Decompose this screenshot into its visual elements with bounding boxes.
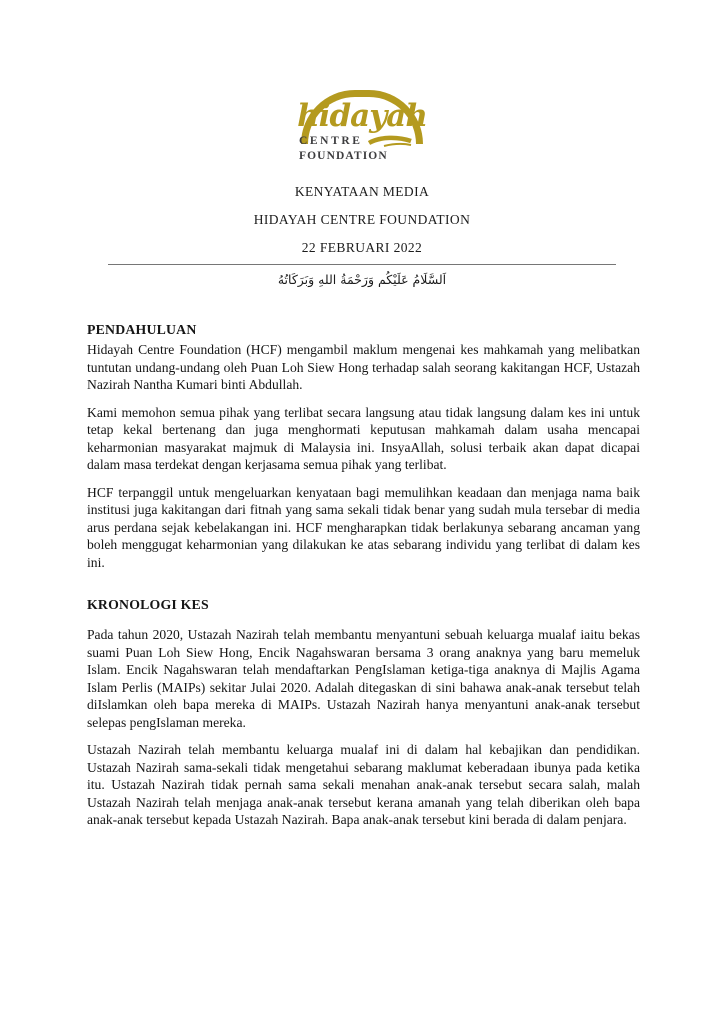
paragraph: Pada tahun 2020, Ustazah Nazirah telah membantu menyantuni sebuah keluarga mualaf iaitu bekas suami Puan Loh Siew Hong, Encik Nagahswaran bersama 3 orang anaknya yang baru memeluk Islam. Encik Nagahswaran telah mendaftarkan PengIslaman ketiga-tiga anaknya di Majlis Agama Islam Perlis (MAIPs) sekitar Julai 2020. Adalah ditegaskan di sini bahawa anak-anak tersebut telah diIslamkan oleh bapa mereka di MAIPs. Ustazah Nazirah hanya menyantuni anak-anak tersebut selepas pengIslaman mereka. — [87, 627, 640, 730]
section-pendahuluan — [87, 321, 640, 571]
logo-subtext — [299, 134, 412, 164]
hidayah-logo — [277, 90, 447, 168]
doc-title-organisation: HIDAYAH CENTRE FOUNDATION — [253, 212, 471, 227]
paragraph: HCF terpanggil untuk mengeluarkan kenyataan bagi memulihkan keadaan dan menjaga nama baik institusi juga kakitangan dari fitnah yang sama sekali tidak benar yang sudah mula tersebar di media arus perdana sejak kebelakangan ini. HCF mengharapkan tidak berlakunya sebarang ancaman yang boleh menggugat keharmonian yang dilakukan ke atas sebarang individu yang terlibat di dalam kes ini. — [87, 484, 640, 570]
section-kronologi-kes — [87, 596, 640, 829]
section-heading-pendahuluan: PENDAHULUAN — [87, 322, 197, 337]
arabic-greeting: اَلسَّلَامُ عَلَيْكُم وَرَحْمَةُ اللهِ وَبَرَكَاتُهُ — [277, 272, 447, 287]
header-divider — [108, 264, 616, 265]
logo-foundation-text: FOUNDATION — [299, 150, 388, 162]
doc-title-kenyataan-media: KENYATAAN MEDIA — [294, 184, 430, 199]
paragraph: Hidayah Centre Foundation (HCF) mengambil maklum mengenai kes mahkamah yang melibatkan tuntutan undang-undang oleh Puan Loh Siew Hong terhadap salah seorang kakitangan HCF, Ustazah Nazirah Nantha Kumari binti Abdullah. — [87, 342, 640, 392]
logo-swoosh-icon — [368, 135, 412, 148]
document-header — [0, 0, 724, 287]
logo-wordmark: hidayah — [297, 98, 427, 134]
section-heading-kronologi: KRONOLOGI KES — [87, 597, 209, 612]
logo-centre-text: CENTRE — [299, 135, 363, 147]
paragraph: Ustazah Nazirah telah membantu keluarga mualaf ini di dalam hal kebajikan dan pendidikan. Ustazah Nazirah sama-sekali tidak mengetahui sebarang maklumat keberadaan ibunya pada ketika itu. Ustazah Nazirah tidak pernah sama sekali menahan anak-anak tersebut secara salah, malah Ustazah Nazirah telah menjaga anak-anak tersebut kerana amanah yang telah diberikan oleh bapa anak-anak tersebut kepada Ustazah Nazirah. Bapa anak-anak tersebut kini berada di dalam penjara. — [87, 742, 640, 827]
logo-centre-row — [299, 134, 412, 149]
paragraph: Kami memohon semua pihak yang terlibat secara langsung atau tidak langsung dalam kes ini untuk tetap kekal bertenang dan juga menghormati keputusan mahkamah dalam usaha mencapai keharmonian masyarakat majmuk di Malaysia ini. InsyaAllah, solusi terbaik akan dapat dicapai dalam masa terdekat dengan kerjasama semua pihak yang terlibat. — [87, 404, 640, 472]
document-body — [0, 321, 724, 829]
doc-date: 22 FEBRUARI 2022 — [301, 240, 423, 255]
